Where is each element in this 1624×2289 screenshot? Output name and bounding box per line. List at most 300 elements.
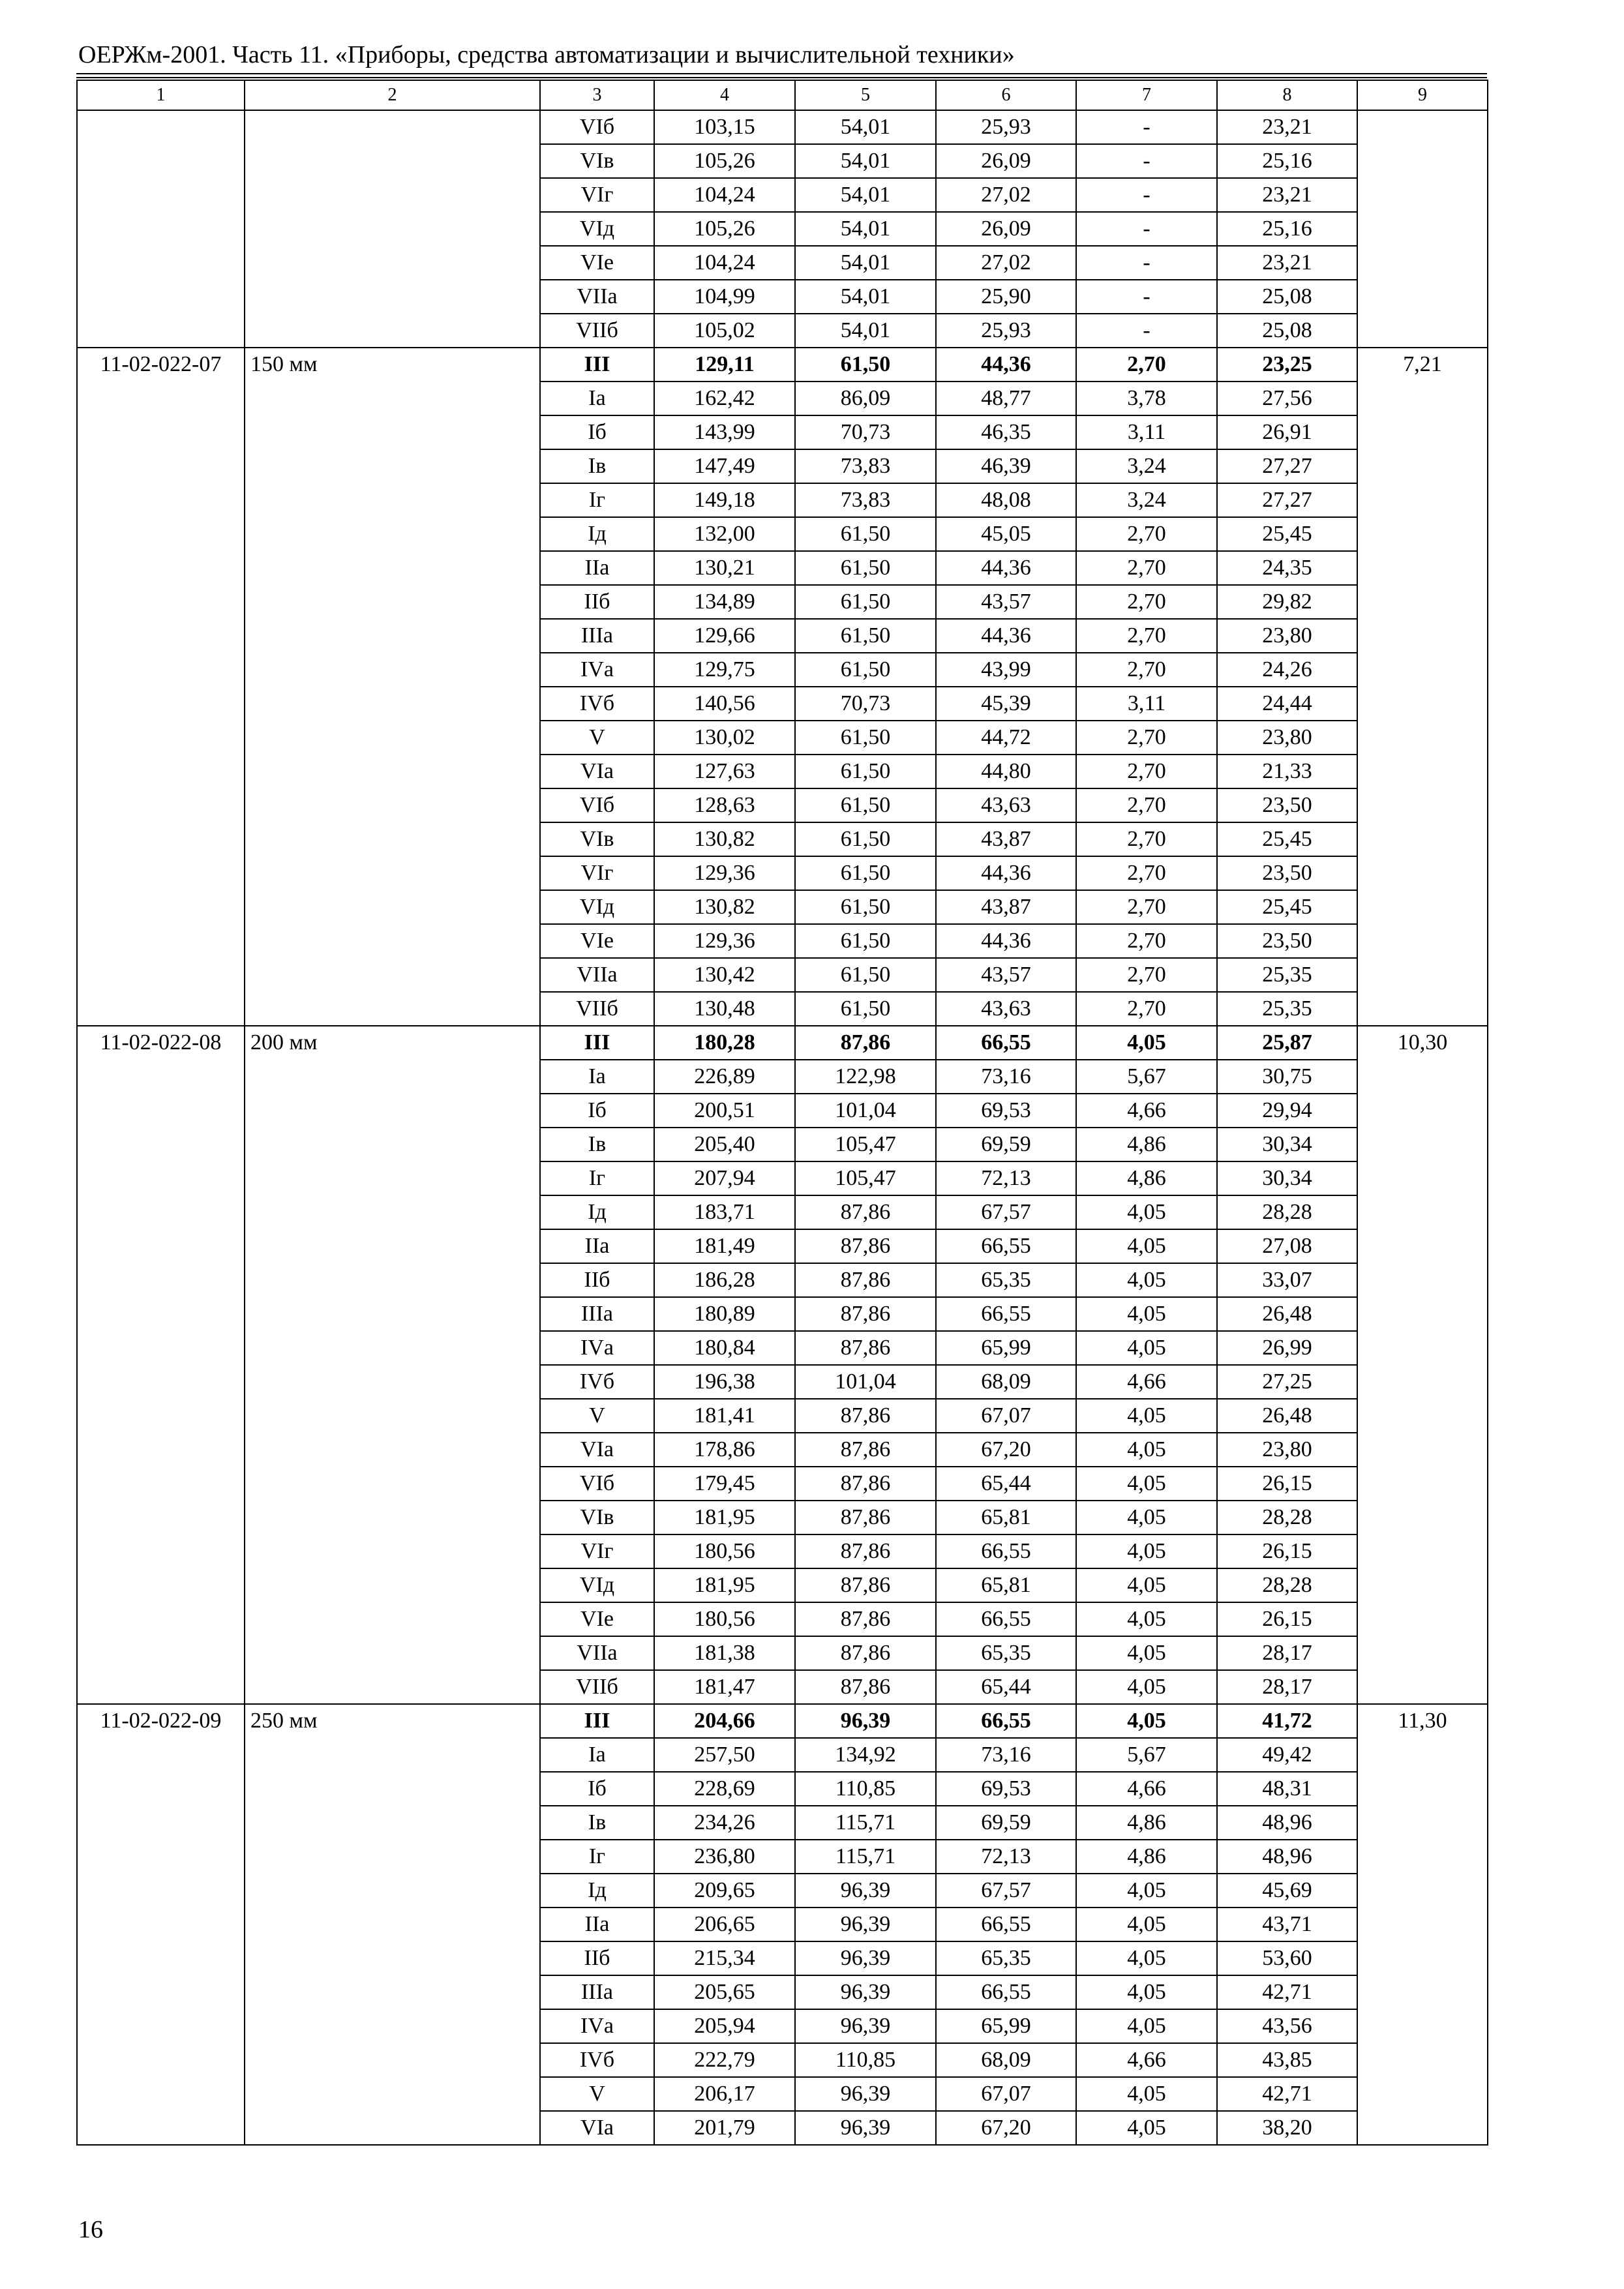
value-cell: 29,94 (1217, 1094, 1357, 1128)
column-number: 9 (1357, 80, 1488, 110)
column-number: 3 (540, 80, 654, 110)
value-cell: 178,86 (654, 1433, 795, 1467)
value-cell: 69,53 (936, 1772, 1076, 1806)
value-cell: 130,82 (654, 822, 795, 856)
value-cell: 3,24 (1076, 449, 1217, 483)
value-cell: 24,35 (1217, 551, 1357, 585)
value-cell: 27,56 (1217, 382, 1357, 415)
value-cell: 228,69 (654, 1772, 795, 1806)
value-cell: 26,15 (1217, 1467, 1357, 1501)
value-cell: 147,49 (654, 449, 795, 483)
value-cell: 205,94 (654, 2009, 795, 2043)
value-cell: 4,05 (1076, 1975, 1217, 2009)
value-cell: 2,70 (1076, 958, 1217, 992)
category-cell: III (540, 348, 654, 382)
value-cell: 23,80 (1217, 721, 1357, 755)
value-cell: 2,70 (1076, 517, 1217, 551)
value-cell: 2,70 (1076, 585, 1217, 619)
value-cell: 4,66 (1076, 1365, 1217, 1399)
category-cell: III (540, 1026, 654, 1060)
category-cell: VIв (540, 144, 654, 178)
value-cell: 67,07 (936, 2077, 1076, 2111)
value-cell: 26,15 (1217, 1534, 1357, 1568)
category-cell: VIб (540, 788, 654, 822)
value-cell: 23,21 (1217, 110, 1357, 144)
value-cell: 48,31 (1217, 1772, 1357, 1806)
value-cell: 65,99 (936, 1331, 1076, 1365)
value-cell: 25,93 (936, 314, 1076, 348)
value-cell: 27,27 (1217, 483, 1357, 517)
category-cell: IIб (540, 585, 654, 619)
value-cell: 3,78 (1076, 382, 1217, 415)
value-cell: 41,72 (1217, 1704, 1357, 1738)
value-cell: 61,50 (795, 653, 936, 687)
value-cell: 23,21 (1217, 246, 1357, 280)
value-cell: - (1076, 246, 1217, 280)
value-cell: 43,71 (1217, 1908, 1357, 1941)
value-cell: 4,05 (1076, 1026, 1217, 1060)
category-cell: III (540, 1704, 654, 1738)
value-cell: 4,05 (1076, 1636, 1217, 1670)
value-cell: 42,71 (1217, 1975, 1357, 2009)
value-cell: 73,83 (795, 483, 936, 517)
value-cell: 26,91 (1217, 415, 1357, 449)
value-cell: 181,49 (654, 1229, 795, 1263)
category-cell: VIIа (540, 958, 654, 992)
value-cell: 236,80 (654, 1840, 795, 1874)
category-cell: IVб (540, 687, 654, 721)
value-cell: 72,13 (936, 1161, 1076, 1195)
value-cell: 30,34 (1217, 1161, 1357, 1195)
value-cell: 4,05 (1076, 1229, 1217, 1263)
value-cell: 87,86 (795, 1501, 936, 1534)
value-cell: 3,24 (1076, 483, 1217, 517)
value-cell: 44,36 (936, 551, 1076, 585)
value-cell: 26,15 (1217, 1602, 1357, 1636)
value-cell: 104,99 (654, 280, 795, 314)
value-cell: 179,45 (654, 1467, 795, 1501)
value-cell: 181,95 (654, 1501, 795, 1534)
category-cell: VIд (540, 1568, 654, 1602)
value-cell: 44,36 (936, 856, 1076, 890)
value-cell: 87,86 (795, 1670, 936, 1704)
value-cell: 23,21 (1217, 178, 1357, 212)
category-cell: Iд (540, 1874, 654, 1908)
value-cell: 5,67 (1076, 1738, 1217, 1772)
value-cell: 45,69 (1217, 1874, 1357, 1908)
category-cell: Iб (540, 1772, 654, 1806)
category-cell: VIв (540, 1501, 654, 1534)
value-cell: 23,25 (1217, 348, 1357, 382)
value-cell: 105,02 (654, 314, 795, 348)
value-cell: 4,86 (1076, 1161, 1217, 1195)
category-cell: VIг (540, 178, 654, 212)
value-cell: 205,40 (654, 1128, 795, 1161)
category-cell: IVб (540, 2043, 654, 2077)
value-cell: 27,02 (936, 178, 1076, 212)
value-cell: 25,08 (1217, 314, 1357, 348)
value-cell: 65,35 (936, 1941, 1076, 1975)
extra-cell (1357, 110, 1488, 348)
value-cell: 4,05 (1076, 1874, 1217, 1908)
value-cell: 54,01 (795, 280, 936, 314)
value-cell: 181,95 (654, 1568, 795, 1602)
value-cell: 23,80 (1217, 619, 1357, 653)
value-cell: 87,86 (795, 1636, 936, 1670)
value-cell: 209,65 (654, 1874, 795, 1908)
value-cell: 66,55 (936, 1602, 1076, 1636)
value-cell: 3,11 (1076, 687, 1217, 721)
value-cell: 49,42 (1217, 1738, 1357, 1772)
value-cell: 87,86 (795, 1467, 936, 1501)
value-cell: 65,44 (936, 1670, 1076, 1704)
category-cell: VIа (540, 2111, 654, 2145)
table-row (77, 110, 1488, 144)
value-cell: 4,05 (1076, 1941, 1217, 1975)
value-cell: 44,36 (936, 348, 1076, 382)
value-cell: 43,57 (936, 585, 1076, 619)
value-cell: 222,79 (654, 2043, 795, 2077)
value-cell: 61,50 (795, 721, 936, 755)
value-cell: 206,17 (654, 2077, 795, 2111)
value-cell: 129,36 (654, 924, 795, 958)
value-cell: 25,45 (1217, 890, 1357, 924)
value-cell: 103,15 (654, 110, 795, 144)
value-cell: 61,50 (795, 585, 936, 619)
value-cell: 4,05 (1076, 1704, 1217, 1738)
value-cell: 257,50 (654, 1738, 795, 1772)
code-cell (77, 110, 245, 348)
name-cell: 150 мм (245, 348, 540, 1026)
value-cell: 180,28 (654, 1026, 795, 1060)
value-cell: 183,71 (654, 1195, 795, 1229)
page-header: ОЕРЖм-2001. Часть 11. «Приборы, средства автоматизации и вычислительной техники» (78, 41, 1015, 68)
category-cell: Iа (540, 1060, 654, 1094)
value-cell: 96,39 (795, 1704, 936, 1738)
value-cell: 4,05 (1076, 1670, 1217, 1704)
value-cell: 149,18 (654, 483, 795, 517)
category-cell: Iв (540, 449, 654, 483)
value-cell: 101,04 (795, 1365, 936, 1399)
table-row (77, 1026, 1488, 1060)
value-cell: 27,08 (1217, 1229, 1357, 1263)
column-number: 2 (245, 80, 540, 110)
value-cell: 43,87 (936, 890, 1076, 924)
value-cell: 181,47 (654, 1670, 795, 1704)
value-cell: 61,50 (795, 992, 936, 1026)
extra-cell: 10,30 (1357, 1026, 1488, 1704)
value-cell: 66,55 (936, 1975, 1076, 2009)
value-cell: 2,70 (1076, 992, 1217, 1026)
name-cell: 200 мм (245, 1026, 540, 1704)
value-cell: 26,99 (1217, 1331, 1357, 1365)
value-cell: 25,93 (936, 110, 1076, 144)
value-cell: 4,86 (1076, 1128, 1217, 1161)
value-cell: 23,50 (1217, 788, 1357, 822)
category-cell: IIIа (540, 1975, 654, 2009)
value-cell: 180,89 (654, 1297, 795, 1331)
value-cell: 66,55 (936, 1297, 1076, 1331)
value-cell: 186,28 (654, 1263, 795, 1297)
page-number: 16 (78, 2216, 103, 2243)
category-cell: IIIа (540, 1297, 654, 1331)
value-cell: 42,71 (1217, 2077, 1357, 2111)
value-cell: 134,92 (795, 1738, 936, 1772)
value-cell: 4,66 (1076, 1094, 1217, 1128)
value-cell: 4,05 (1076, 2077, 1217, 2111)
value-cell: 87,86 (795, 1229, 936, 1263)
value-cell: 4,05 (1076, 2111, 1217, 2145)
value-cell: 207,94 (654, 1161, 795, 1195)
value-cell: - (1076, 178, 1217, 212)
value-cell: 101,04 (795, 1094, 936, 1128)
category-cell: Iг (540, 1840, 654, 1874)
value-cell: 4,05 (1076, 1297, 1217, 1331)
value-cell: 66,55 (936, 1229, 1076, 1263)
value-cell: 43,57 (936, 958, 1076, 992)
category-cell: VIIа (540, 280, 654, 314)
value-cell: 25,45 (1217, 822, 1357, 856)
value-cell: 25,45 (1217, 517, 1357, 551)
value-cell: 24,44 (1217, 687, 1357, 721)
value-cell: 25,16 (1217, 144, 1357, 178)
value-cell: 4,05 (1076, 1195, 1217, 1229)
extra-cell: 7,21 (1357, 348, 1488, 1026)
category-cell: Iа (540, 1738, 654, 1772)
category-cell: Iд (540, 517, 654, 551)
value-cell: 30,34 (1217, 1128, 1357, 1161)
value-cell: 4,05 (1076, 2009, 1217, 2043)
value-cell: 96,39 (795, 2111, 936, 2145)
extra-cell: 11,30 (1357, 1704, 1488, 2145)
category-cell: V (540, 721, 654, 755)
value-cell: 61,50 (795, 755, 936, 788)
column-number: 8 (1217, 80, 1357, 110)
value-cell: 54,01 (795, 144, 936, 178)
column-number: 7 (1076, 80, 1217, 110)
value-cell: 69,59 (936, 1806, 1076, 1840)
value-cell: - (1076, 212, 1217, 246)
value-cell: 48,08 (936, 483, 1076, 517)
value-cell: 104,24 (654, 178, 795, 212)
value-cell: 4,86 (1076, 1840, 1217, 1874)
value-cell: 4,05 (1076, 1467, 1217, 1501)
name-cell (245, 110, 540, 348)
value-cell: 27,27 (1217, 449, 1357, 483)
category-cell: VIе (540, 924, 654, 958)
value-cell: 105,47 (795, 1128, 936, 1161)
value-cell: 38,20 (1217, 2111, 1357, 2145)
value-cell: 44,72 (936, 721, 1076, 755)
value-cell: 69,59 (936, 1128, 1076, 1161)
value-cell: 4,05 (1076, 1433, 1217, 1467)
category-cell: IIIа (540, 619, 654, 653)
code-cell: 11-02-022-08 (77, 1026, 245, 1704)
category-cell: IIа (540, 1908, 654, 1941)
value-cell: 67,07 (936, 1399, 1076, 1433)
value-cell: 234,26 (654, 1806, 795, 1840)
value-cell: 65,81 (936, 1568, 1076, 1602)
value-cell: 130,02 (654, 721, 795, 755)
value-cell: 33,07 (1217, 1263, 1357, 1297)
value-cell: 87,86 (795, 1568, 936, 1602)
category-cell: IVа (540, 2009, 654, 2043)
value-cell: 162,42 (654, 382, 795, 415)
value-cell: 96,39 (795, 1941, 936, 1975)
category-cell: Iа (540, 382, 654, 415)
value-cell: 128,63 (654, 788, 795, 822)
value-cell: 66,55 (936, 1534, 1076, 1568)
value-cell: 4,66 (1076, 1772, 1217, 1806)
value-cell: 46,35 (936, 415, 1076, 449)
value-cell: 70,73 (795, 687, 936, 721)
value-cell: 65,81 (936, 1501, 1076, 1534)
code-cell: 11-02-022-09 (77, 1704, 245, 2145)
value-cell: 105,26 (654, 212, 795, 246)
value-cell: 129,75 (654, 653, 795, 687)
value-cell: 205,65 (654, 1975, 795, 2009)
category-cell: VIе (540, 246, 654, 280)
value-cell: 181,38 (654, 1636, 795, 1670)
value-cell: 65,99 (936, 2009, 1076, 2043)
value-cell: 27,02 (936, 246, 1076, 280)
value-cell: 26,09 (936, 212, 1076, 246)
value-cell: 180,56 (654, 1602, 795, 1636)
value-cell: 4,05 (1076, 1602, 1217, 1636)
value-cell: 130,48 (654, 992, 795, 1026)
value-cell: 26,48 (1217, 1297, 1357, 1331)
value-cell: 54,01 (795, 212, 936, 246)
value-cell: 27,25 (1217, 1365, 1357, 1399)
category-cell: VIIа (540, 1636, 654, 1670)
value-cell: 69,53 (936, 1094, 1076, 1128)
value-cell: 87,86 (795, 1263, 936, 1297)
value-cell: 43,63 (936, 992, 1076, 1026)
value-cell: 73,83 (795, 449, 936, 483)
category-cell: IIб (540, 1941, 654, 1975)
category-cell: IVа (540, 1331, 654, 1365)
value-cell: 66,55 (936, 1704, 1076, 1738)
category-cell: VIд (540, 212, 654, 246)
value-cell: 87,86 (795, 1399, 936, 1433)
value-cell: 67,20 (936, 1433, 1076, 1467)
value-cell: 96,39 (795, 1908, 936, 1941)
value-cell: 96,39 (795, 1975, 936, 2009)
value-cell: 73,16 (936, 1060, 1076, 1094)
value-cell: 23,50 (1217, 856, 1357, 890)
value-cell: 87,86 (795, 1602, 936, 1636)
value-cell: 30,75 (1217, 1060, 1357, 1094)
value-cell: 130,21 (654, 551, 795, 585)
column-number: 4 (654, 80, 795, 110)
value-cell: 5,67 (1076, 1060, 1217, 1094)
category-cell: VIг (540, 856, 654, 890)
value-cell: 70,73 (795, 415, 936, 449)
value-cell: 43,85 (1217, 2043, 1357, 2077)
value-cell: 45,05 (936, 517, 1076, 551)
value-cell: 26,09 (936, 144, 1076, 178)
value-cell: 181,41 (654, 1399, 795, 1433)
value-cell: 96,39 (795, 1874, 936, 1908)
value-cell: 28,28 (1217, 1501, 1357, 1534)
value-cell: 127,63 (654, 755, 795, 788)
category-cell: Iв (540, 1128, 654, 1161)
value-cell: 87,86 (795, 1331, 936, 1365)
value-cell: 54,01 (795, 314, 936, 348)
value-cell: 4,05 (1076, 1534, 1217, 1568)
value-cell: 87,86 (795, 1195, 936, 1229)
value-cell: 53,60 (1217, 1941, 1357, 1975)
value-cell: 48,96 (1217, 1840, 1357, 1874)
category-cell: VIб (540, 1467, 654, 1501)
value-cell: 2,70 (1076, 721, 1217, 755)
value-cell: 21,33 (1217, 755, 1357, 788)
price-table (76, 80, 1488, 2146)
category-cell: V (540, 2077, 654, 2111)
value-cell: 29,82 (1217, 585, 1357, 619)
category-cell: Iв (540, 1806, 654, 1840)
value-cell: - (1076, 110, 1217, 144)
column-number: 5 (795, 80, 936, 110)
value-cell: 4,05 (1076, 1399, 1217, 1433)
category-cell: VIIб (540, 314, 654, 348)
value-cell: 28,28 (1217, 1568, 1357, 1602)
value-cell: 87,86 (795, 1534, 936, 1568)
value-cell: 23,80 (1217, 1433, 1357, 1467)
value-cell: 2,70 (1076, 755, 1217, 788)
value-cell: 2,70 (1076, 619, 1217, 653)
value-cell: 25,35 (1217, 958, 1357, 992)
value-cell: 45,39 (936, 687, 1076, 721)
value-cell: 66,55 (936, 1908, 1076, 1941)
column-number: 6 (936, 80, 1076, 110)
value-cell: 4,86 (1076, 1806, 1217, 1840)
category-cell: Iд (540, 1195, 654, 1229)
value-cell: 72,13 (936, 1840, 1076, 1874)
value-cell: 54,01 (795, 246, 936, 280)
value-cell: 61,50 (795, 551, 936, 585)
value-cell: 61,50 (795, 788, 936, 822)
category-cell: VIIб (540, 992, 654, 1026)
value-cell: 61,50 (795, 890, 936, 924)
value-cell: 61,50 (795, 822, 936, 856)
category-cell: VIIб (540, 1670, 654, 1704)
value-cell: 44,80 (936, 755, 1076, 788)
category-cell: IIа (540, 551, 654, 585)
value-cell: 68,09 (936, 2043, 1076, 2077)
value-cell: 65,35 (936, 1636, 1076, 1670)
value-cell: 43,63 (936, 788, 1076, 822)
value-cell: 180,84 (654, 1331, 795, 1365)
value-cell: 130,82 (654, 890, 795, 924)
value-cell: 110,85 (795, 1772, 936, 1806)
value-cell: 4,05 (1076, 1568, 1217, 1602)
value-cell: 25,87 (1217, 1026, 1357, 1060)
value-cell: 2,70 (1076, 551, 1217, 585)
value-cell: 200,51 (654, 1094, 795, 1128)
category-cell: VIб (540, 110, 654, 144)
value-cell: 140,56 (654, 687, 795, 721)
value-cell: 4,66 (1076, 2043, 1217, 2077)
value-cell: 105,26 (654, 144, 795, 178)
value-cell: 2,70 (1076, 856, 1217, 890)
value-cell: 25,90 (936, 280, 1076, 314)
category-cell: VIа (540, 1433, 654, 1467)
value-cell: 46,39 (936, 449, 1076, 483)
value-cell: 180,56 (654, 1534, 795, 1568)
category-cell: VIе (540, 1602, 654, 1636)
value-cell: 206,65 (654, 1908, 795, 1941)
